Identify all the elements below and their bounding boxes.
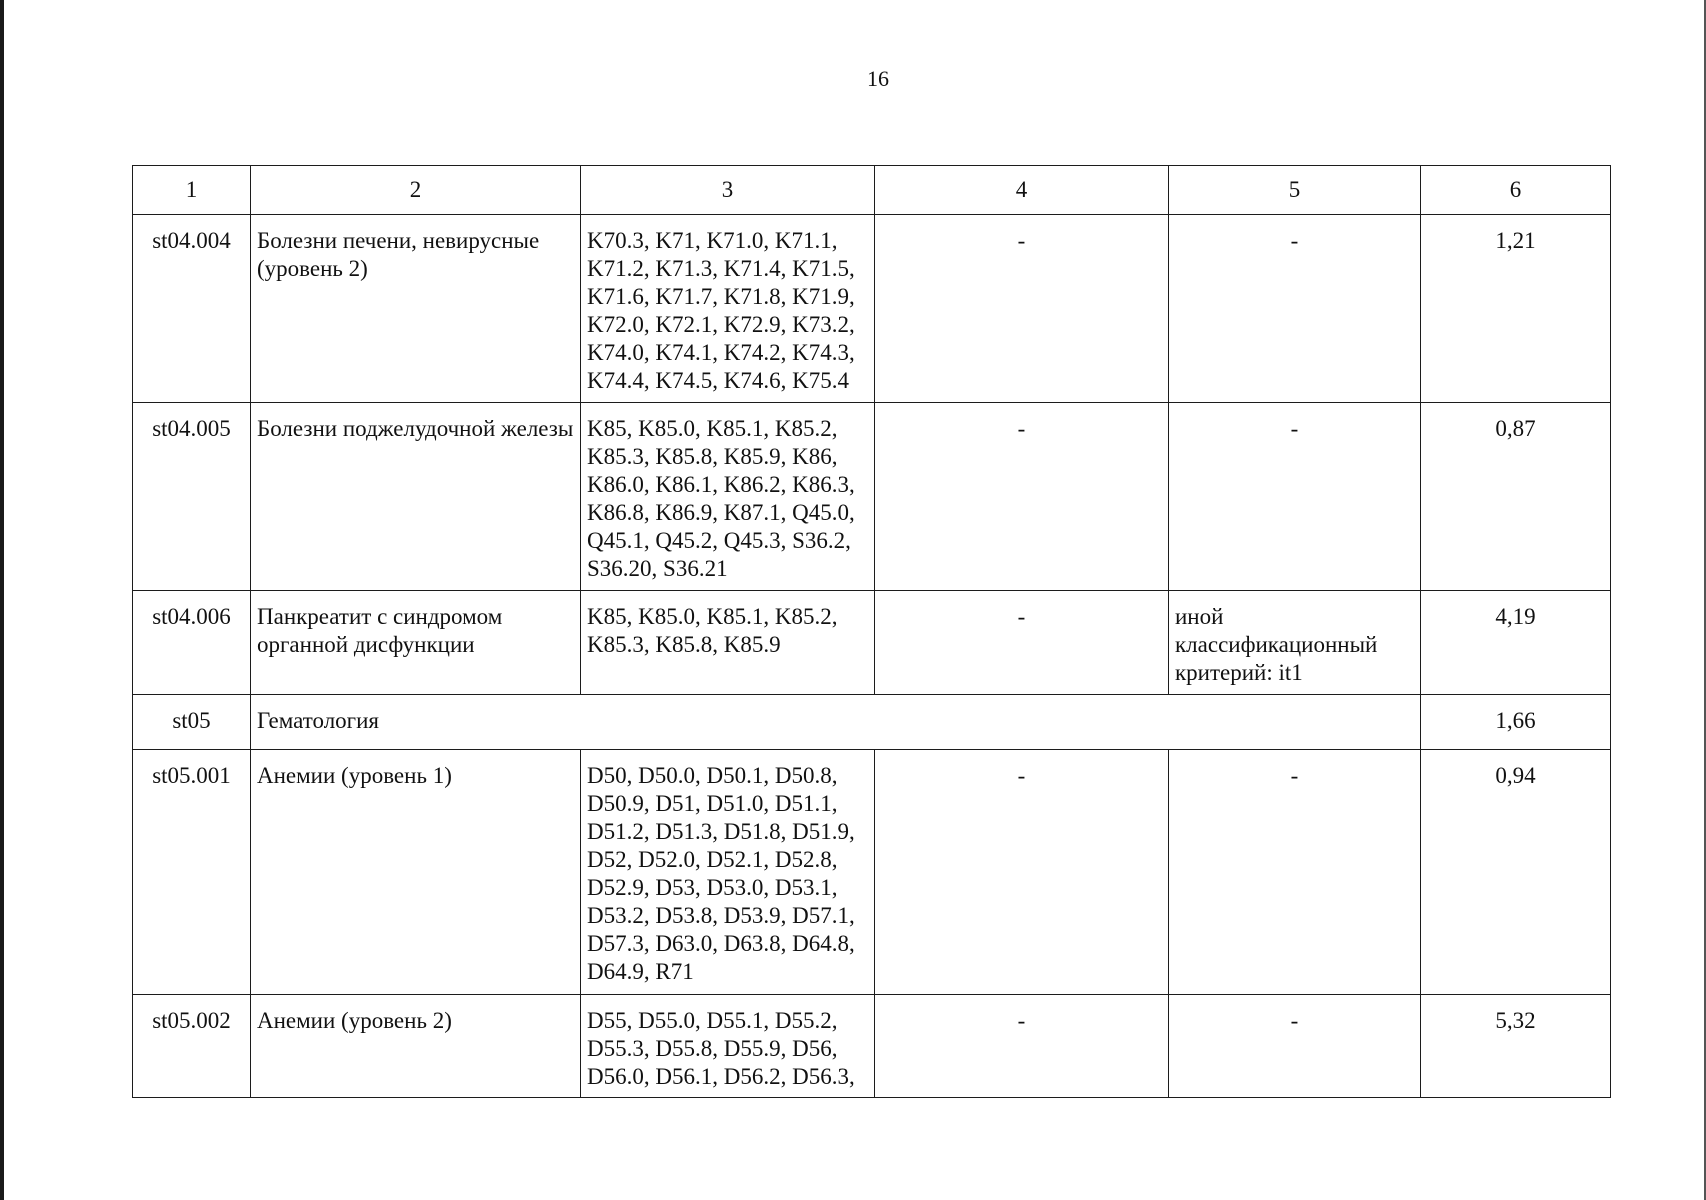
row-code: st04.006 [133,591,251,695]
row-col5: - [1169,403,1421,591]
left-page-border [0,0,4,1200]
row-name: Болезни печени, невирусные (уровень 2) [251,215,581,403]
row-name: Анемии (уровень 2) [251,995,581,1098]
column-header: 3 [581,166,875,215]
row-col4: - [875,750,1169,995]
row-icd-codes: K85, K85.0, K85.1, K85.2, K85.3, K85.8, K85.9 [581,591,875,695]
row-coefficient: 1,21 [1421,215,1611,403]
row-col4: - [875,215,1169,403]
row-col4: - [875,403,1169,591]
row-code: st04.005 [133,403,251,591]
section-coefficient: 1,66 [1421,695,1611,750]
table-row [133,995,1611,1098]
row-col5: - [1169,995,1421,1098]
section-row [133,695,1611,750]
row-name: Панкреатит с синдромом органной дисфункции [251,591,581,695]
section-code: st05 [133,695,251,750]
column-header: 1 [133,166,251,215]
row-code: st04.004 [133,215,251,403]
row-col4: - [875,591,1169,695]
row-icd-codes: D50, D50.0, D50.1, D50.8, D50.9, D51, D51.0, D51.1, D51.2, D51.3, D51.8, D51.9, D52, D52.0, D52.1, D52.8, D52.9, D53, D53.0, D53.1, D53.2, D53.8, D53.9, D57.1, D57.3, D63.0, D63.8, D64.8, D64.9, R71 [581,750,875,995]
row-coefficient: 4,19 [1421,591,1611,695]
row-col5: иной классификационный критерий: it1 [1169,591,1421,695]
row-coefficient: 0,87 [1421,403,1611,591]
table-row [133,750,1611,995]
row-col5: - [1169,750,1421,995]
column-header: 4 [875,166,1169,215]
table-header-row [133,166,1611,215]
page-number: 16 [867,66,889,91]
row-coefficient: 0,94 [1421,750,1611,995]
table-row [133,591,1611,695]
column-header: 5 [1169,166,1421,215]
row-icd-codes: K85, K85.0, K85.1, K85.2, K85.3, K85.8, K85.9, K86, K86.0, K86.1, K86.2, K86.3, K86.8, K86.9, K87.1, Q45.0, Q45.1, Q45.2, Q45.3, S36.2, S36.20, S36.21 [581,403,875,591]
column-header: 2 [251,166,581,215]
row-name: Анемии (уровень 1) [251,750,581,995]
row-code: st05.001 [133,750,251,995]
section-name: Гематология [251,695,1421,750]
table-row [133,215,1611,403]
table-row [133,403,1611,591]
row-coefficient: 5,32 [1421,995,1611,1098]
row-name: Болезни поджелудочной железы [251,403,581,591]
row-icd-codes: D55, D55.0, D55.1, D55.2, D55.3, D55.8, D55.9, D56, D56.0, D56.1, D56.2, D56.3, [581,995,875,1098]
tariff-table [132,165,1611,1098]
row-code: st05.002 [133,995,251,1098]
column-header: 6 [1421,166,1611,215]
row-icd-codes: K70.3, K71, K71.0, K71.1, K71.2, K71.3, K71.4, K71.5, K71.6, K71.7, K71.8, K71.9, K72.0, K72.1, K72.9, K73.2, K74.0, K74.1, K74.2, K74.3, K74.4, K74.5, K74.6, K75.4 [581,215,875,403]
row-col5: - [1169,215,1421,403]
row-col4: - [875,995,1169,1098]
